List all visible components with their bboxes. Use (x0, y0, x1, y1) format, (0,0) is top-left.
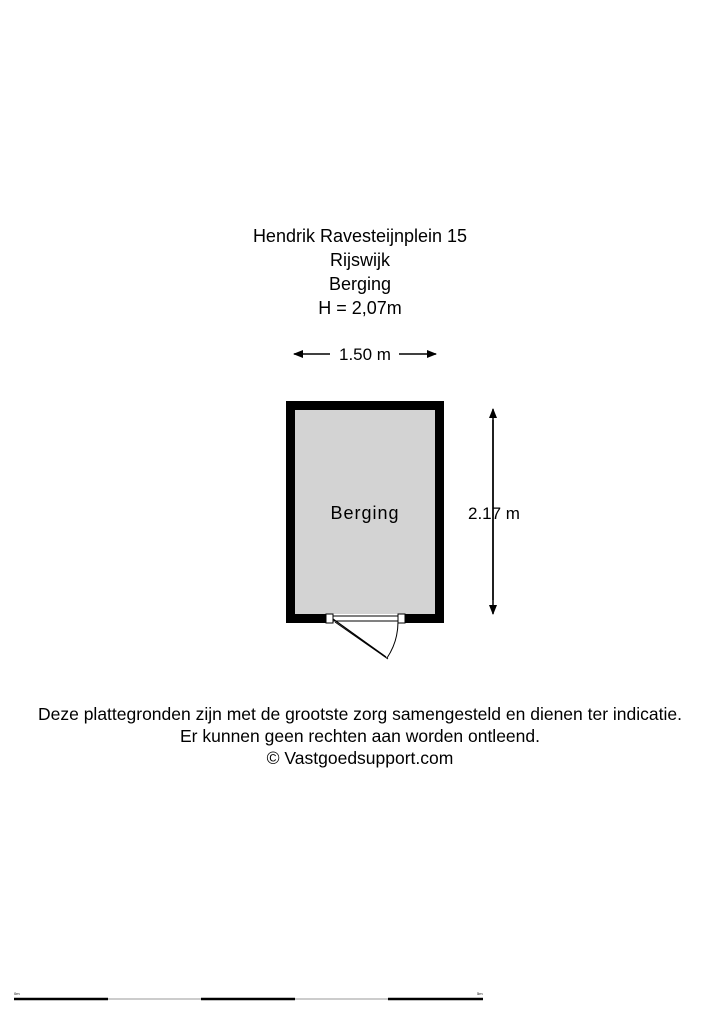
storage-room (286, 401, 444, 623)
door (326, 614, 405, 659)
door-leaf (333, 619, 386, 657)
disclaimer-line: Er kunnen geen rechten aan worden ontleend. (180, 726, 540, 746)
address-title: Hendrik Ravesteijnplein 15 (252, 226, 468, 246)
door-opening (328, 614, 404, 623)
door-swing-arc (387, 622, 398, 658)
door-leaf (335, 622, 388, 659)
ceiling-height-label: H = 2,07m (318, 298, 402, 318)
room-label: Berging (330, 503, 400, 523)
depth-dimension (468, 409, 520, 614)
room-name-label: Berging (328, 274, 392, 294)
width-label: 1.50 m (339, 345, 391, 364)
city-label: Rijswijk (330, 250, 390, 270)
copyright-line: © Vastgoedsupport.com (266, 748, 454, 768)
door-frame-left (326, 614, 333, 623)
depth-label: 2.17 m (468, 504, 520, 523)
scale-start-label: 0m (14, 991, 20, 996)
disclaimer (0, 703, 720, 769)
door-frame-right (398, 614, 405, 623)
disclaimer-line: Deze plattegronden zijn met de grootste zorg samengesteld en dienen ter indicatie. (37, 704, 682, 724)
width-dimension (294, 345, 436, 364)
scale-end-label: 5m (477, 991, 483, 996)
scale-bar (14, 991, 483, 999)
